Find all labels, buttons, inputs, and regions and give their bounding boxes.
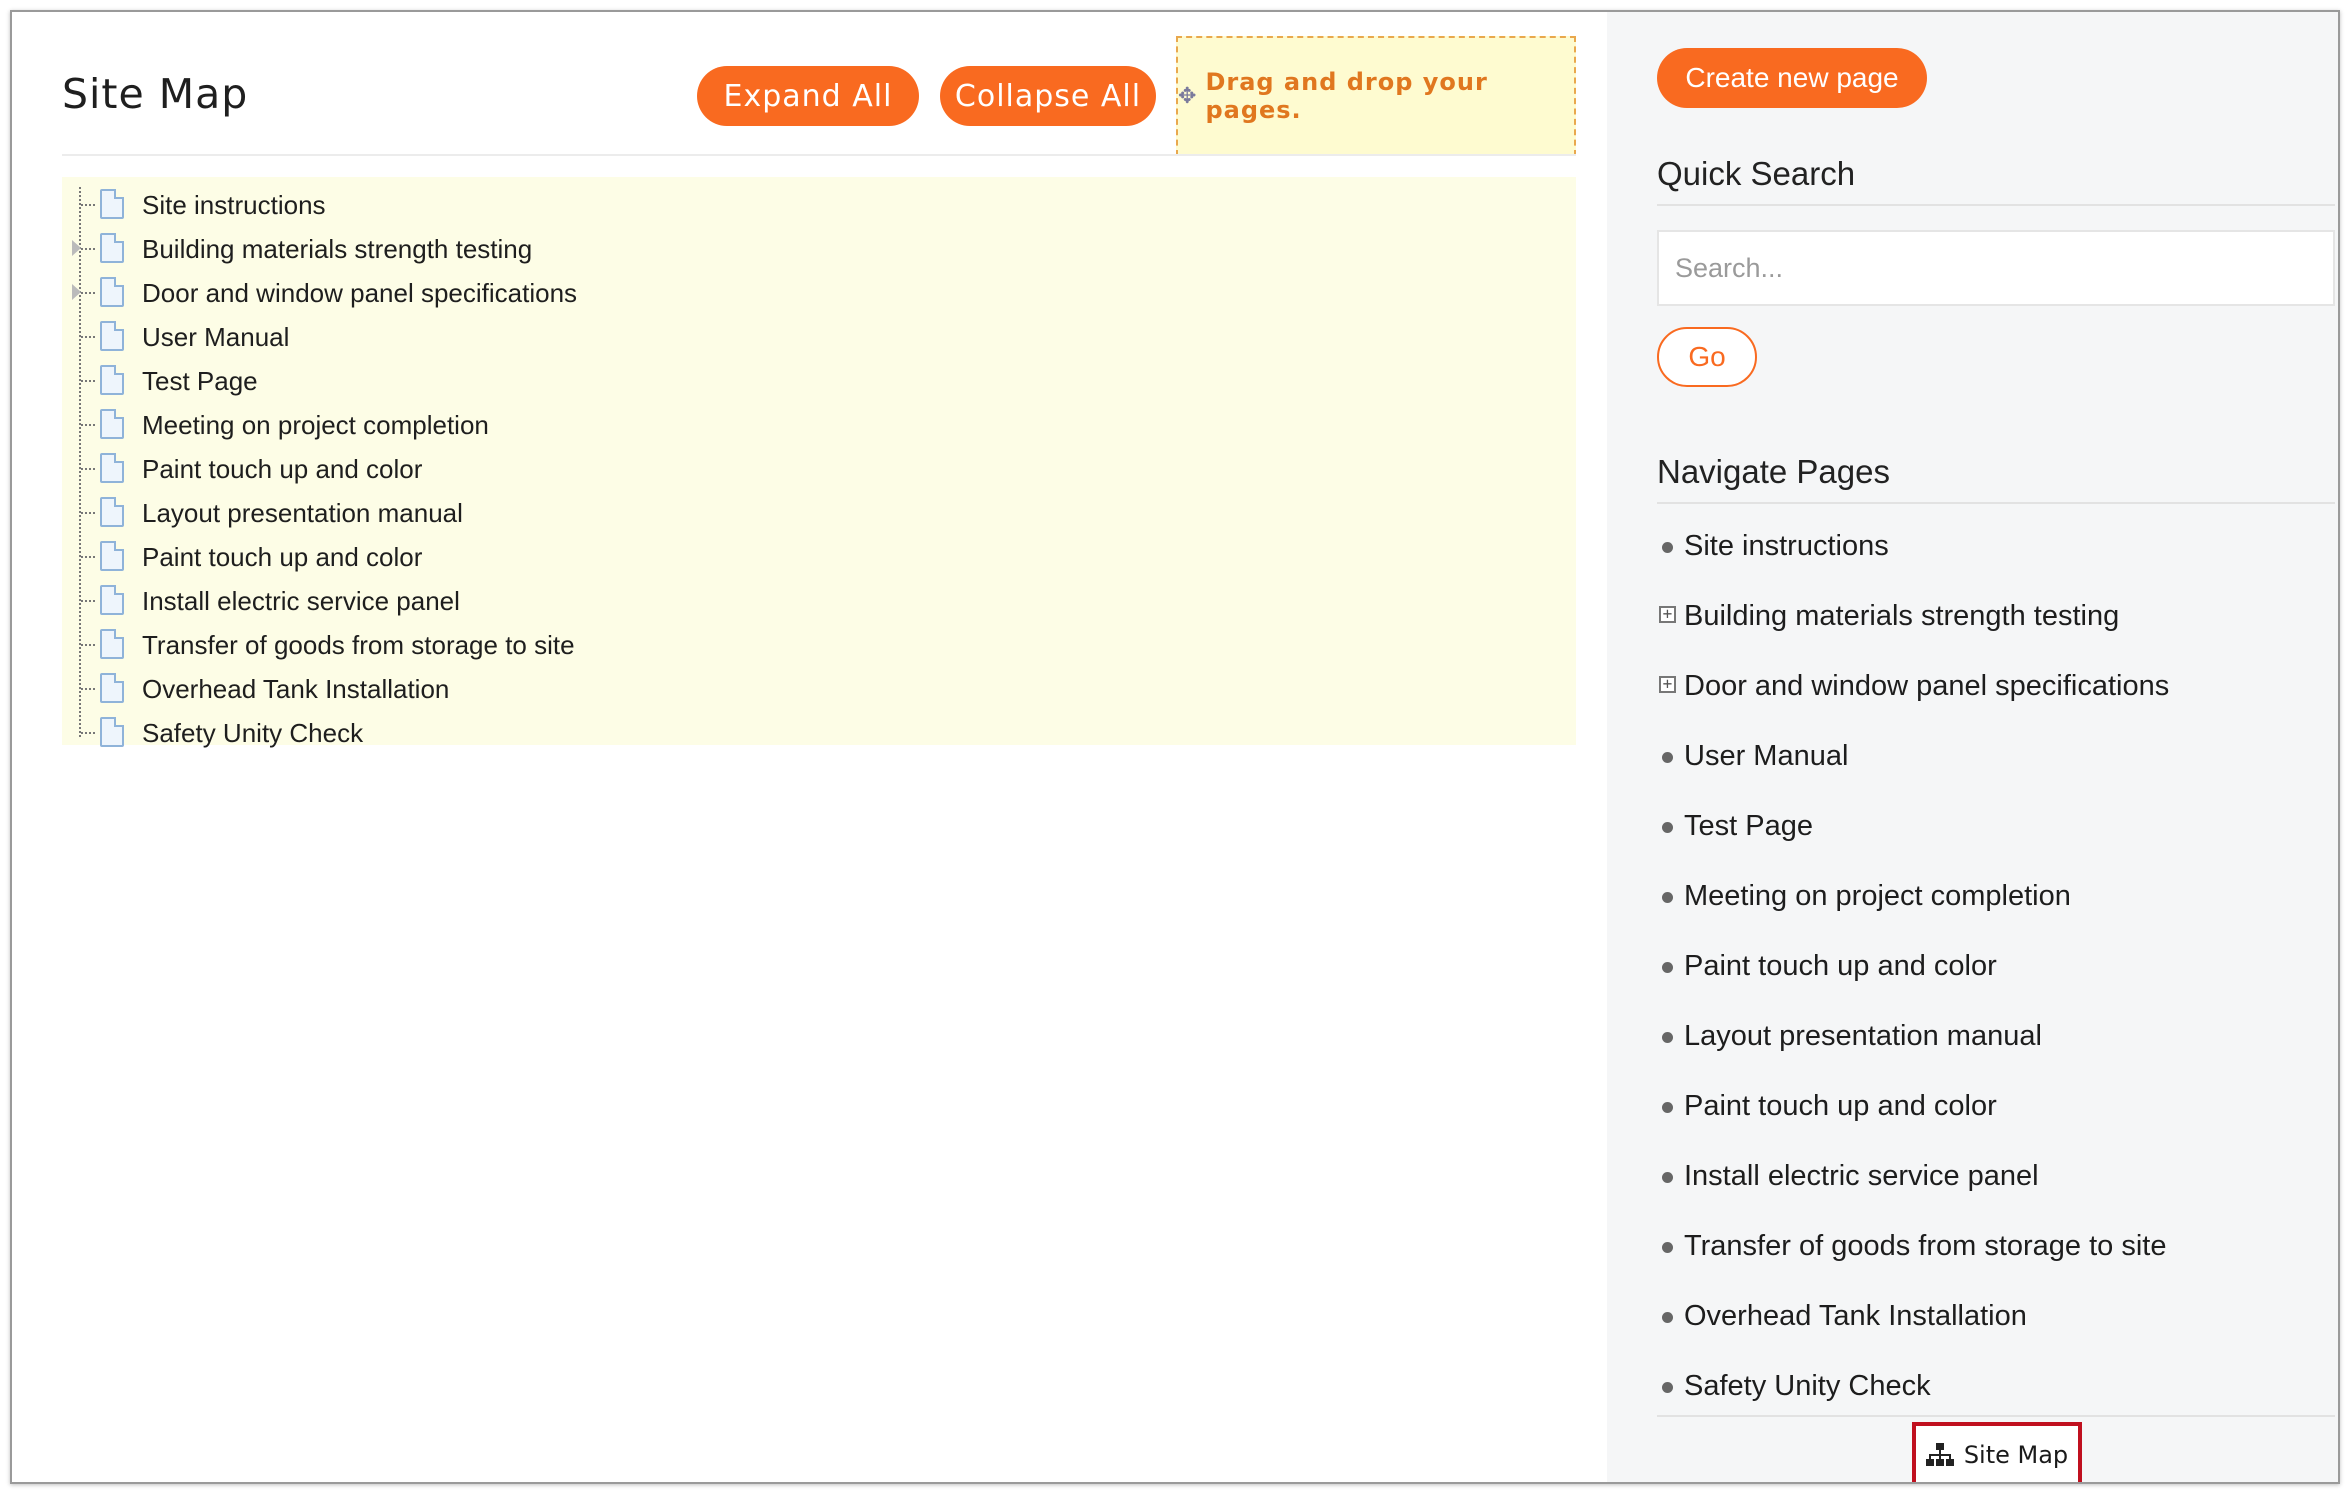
- tree-connector: [81, 468, 95, 470]
- tree-item-label: Install electric service panel: [142, 586, 460, 616]
- nav-page-label: Meeting on project completion: [1684, 880, 2071, 912]
- app-window: [10, 10, 2340, 1484]
- plus-box-icon[interactable]: +: [1659, 676, 1676, 693]
- nav-page-item[interactable]: [1657, 947, 2335, 987]
- nav-page-item[interactable]: [1657, 807, 2335, 847]
- page-icon: [100, 409, 124, 439]
- nav-page-label: Transfer of goods from storage to site: [1684, 1230, 2167, 1262]
- tree-connector: [81, 380, 95, 382]
- divider: [1657, 204, 2335, 206]
- nav-page-item[interactable]: [1657, 597, 2335, 637]
- tree-connector: [81, 732, 95, 734]
- nav-page-label: Overhead Tank Installation: [1684, 1300, 2027, 1332]
- tree-item-label: Test Page: [142, 366, 258, 396]
- nav-page-item[interactable]: [1657, 667, 2335, 707]
- tree-item[interactable]: [62, 229, 762, 269]
- move-icon: ✥: [1178, 83, 1198, 109]
- tree-item-label: Safety Unity Check: [142, 718, 364, 748]
- create-new-page-button[interactable]: Create new page: [1657, 48, 1927, 108]
- nav-page-item[interactable]: [1657, 1297, 2335, 1337]
- bullet-icon: [1662, 1032, 1673, 1043]
- drag-drop-hint-text: Drag and drop your pages.: [1205, 68, 1488, 124]
- page-icon: [100, 673, 124, 703]
- bullet-icon: [1662, 822, 1673, 833]
- tree-connector: [81, 292, 95, 294]
- tree-item-label: Meeting on project completion: [142, 410, 489, 440]
- page-title: Site Map: [62, 70, 249, 118]
- page-icon: [100, 365, 124, 395]
- bullet-icon: [1662, 1102, 1673, 1113]
- page-icon: [100, 453, 124, 483]
- quick-search-heading: Quick Search: [1657, 155, 1856, 192]
- tree-item[interactable]: [62, 273, 762, 313]
- tree-item-label: Layout presentation manual: [142, 498, 463, 528]
- page-icon: [100, 321, 124, 351]
- expand-all-button[interactable]: Expand All: [697, 66, 919, 126]
- nav-page-item[interactable]: [1657, 1227, 2335, 1267]
- tree-item[interactable]: [62, 317, 762, 357]
- page-icon: [100, 189, 124, 219]
- nav-page-label: Site instructions: [1684, 530, 1889, 562]
- tree-item[interactable]: [62, 625, 762, 665]
- tree-item[interactable]: [62, 537, 762, 577]
- page-icon: [100, 277, 124, 307]
- nav-page-label: Test Page: [1684, 810, 1813, 842]
- tree-item[interactable]: [62, 493, 762, 533]
- nav-page-item[interactable]: [1657, 877, 2335, 917]
- nav-page-label: Install electric service panel: [1684, 1160, 2039, 1192]
- bullet-icon: [1662, 1172, 1673, 1183]
- nav-page-item[interactable]: [1657, 1087, 2335, 1127]
- tree-item-label: Paint touch up and color: [142, 542, 423, 572]
- nav-page-label: Building materials strength testing: [1684, 600, 2120, 632]
- tree-item-label: Door and window panel specifications: [142, 278, 578, 308]
- collapse-all-button[interactable]: Collapse All: [940, 66, 1156, 126]
- bullet-icon: [1662, 1382, 1673, 1393]
- nav-page-item[interactable]: [1657, 527, 2335, 567]
- tree-item[interactable]: [62, 669, 762, 709]
- page-icon: [100, 497, 124, 527]
- nav-page-label: Safety Unity Check: [1684, 1370, 1931, 1402]
- nav-page-item[interactable]: [1657, 737, 2335, 777]
- page-tree: [62, 177, 1576, 748]
- tree-connector: [81, 600, 95, 602]
- tree-connector: [81, 424, 95, 426]
- bullet-icon: [1662, 542, 1673, 553]
- tree-item[interactable]: [62, 361, 762, 401]
- tree-item[interactable]: [62, 449, 762, 489]
- page-icon: [100, 585, 124, 615]
- bullet-icon: [1662, 1312, 1673, 1323]
- tree-item[interactable]: [62, 405, 762, 445]
- tree-item-label: Transfer of goods from storage to site: [142, 630, 575, 660]
- tree-connector: [81, 688, 95, 690]
- navigate-pages-heading: Navigate Pages: [1657, 453, 1890, 490]
- tree-item-label: Site instructions: [142, 190, 326, 220]
- divider: [1657, 502, 2335, 504]
- nav-page-label: User Manual: [1684, 740, 1849, 772]
- page-icon: [100, 541, 124, 571]
- nav-page-label: Door and window panel specifications: [1684, 670, 2170, 702]
- tree-connector: [81, 556, 95, 558]
- sitemap-icon: [1926, 1443, 1954, 1467]
- drag-drop-hint: [1176, 36, 1576, 156]
- bullet-icon: [1662, 962, 1673, 973]
- tree-item-label: User Manual: [142, 322, 290, 352]
- bullet-icon: [1662, 1242, 1673, 1253]
- plus-box-icon[interactable]: +: [1659, 606, 1676, 623]
- tree-item[interactable]: [62, 581, 762, 621]
- bullet-icon: [1662, 752, 1673, 763]
- search-input[interactable]: [1657, 230, 2335, 306]
- nav-page-label: Paint touch up and color: [1684, 950, 1997, 982]
- tree-connector: [81, 512, 95, 514]
- divider: [62, 154, 1576, 156]
- expand-arrow-icon[interactable]: [72, 284, 81, 300]
- tree-connector: [81, 204, 95, 206]
- site-map-link-label: Site Map: [1963, 1441, 2069, 1469]
- tree-connector: [81, 644, 95, 646]
- nav-page-item[interactable]: [1657, 1017, 2335, 1057]
- nav-page-item[interactable]: [1657, 1157, 2335, 1197]
- site-map-link[interactable]: [1912, 1422, 2082, 1484]
- nav-page-label: Layout presentation manual: [1684, 1020, 2042, 1052]
- tree-item-label: Paint touch up and color: [142, 454, 423, 484]
- divider: [1657, 1415, 2335, 1417]
- tree-item-label: Building materials strength testing: [142, 234, 533, 264]
- go-button[interactable]: Go: [1657, 327, 1757, 387]
- tree-item-label: Overhead Tank Installation: [142, 674, 450, 704]
- tree-connector: [81, 248, 95, 250]
- tree-item[interactable]: [62, 713, 762, 753]
- nav-page-item[interactable]: [1657, 1367, 2335, 1407]
- page-icon: [100, 233, 124, 263]
- nav-page-label: Paint touch up and color: [1684, 1090, 1997, 1122]
- expand-arrow-icon[interactable]: [72, 240, 81, 256]
- bullet-icon: [1662, 892, 1673, 903]
- tree-connector: [81, 336, 95, 338]
- page-icon: [100, 717, 124, 747]
- tree-item[interactable]: [62, 185, 762, 225]
- page-icon: [100, 629, 124, 659]
- main-content: [12, 12, 1607, 1482]
